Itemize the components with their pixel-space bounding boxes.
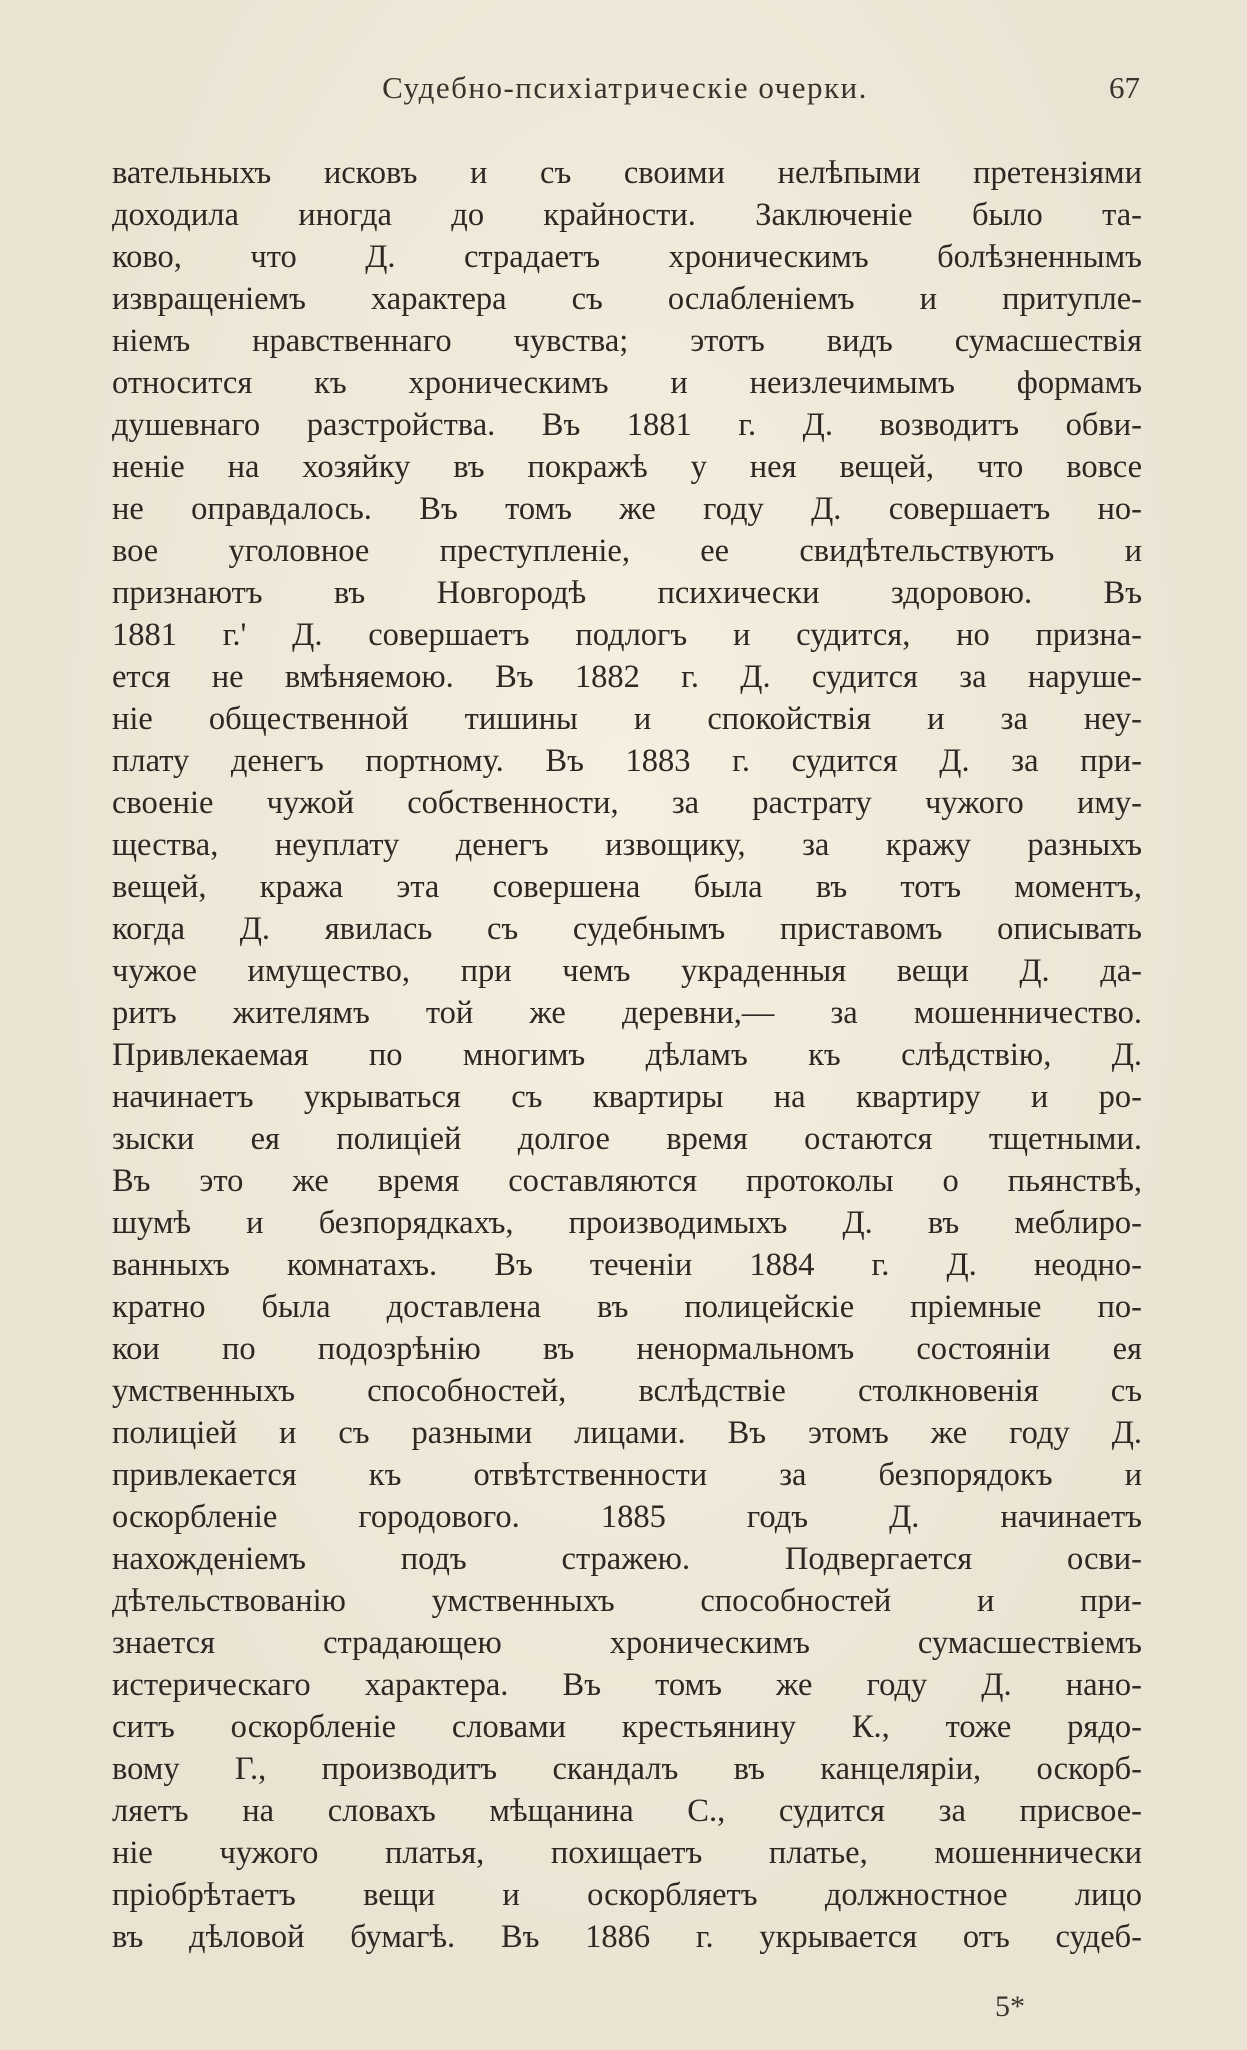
text-line: нахожденіемъ подъ стражею. Подвергается осви-: [112, 1541, 1142, 1577]
text-line: полиціей и съ разными лицами. Въ этомъ же году Д.: [112, 1415, 1142, 1451]
text-line: не оправдалось. Въ томъ же году Д. совершаетъ но-: [112, 491, 1142, 527]
text-line: вещей, кража эта совершена была въ тотъ моментъ,: [112, 869, 1142, 905]
text-line: привлекается къ отвѣтственности за безпорядокъ и: [112, 1457, 1142, 1493]
text-line: признаютъ въ Новгородѣ психически здоровою. Въ: [112, 575, 1142, 611]
text-line: доходила иногда до крайности. Заключеніе было та-: [112, 197, 1142, 233]
text-line: ніе общественной тишины и спокойствія и за неу-: [112, 701, 1142, 737]
text-line: относится къ хроническимъ и неизлечимымъ формамъ: [112, 365, 1142, 401]
text-line: оскорбленіе городового. 1885 годъ Д. начинаетъ: [112, 1499, 1142, 1535]
running-head: Судебно-психіатрическіе очерки.: [382, 70, 868, 105]
page-number: 67: [1109, 70, 1140, 105]
text-line: неніе на хозяйку въ покражѣ у нея вещей, что вовсе: [112, 449, 1142, 485]
body-text: [112, 152, 1142, 1958]
text-line: ніемъ нравственнаго чувства; этотъ видъ сумасшествія: [112, 323, 1142, 359]
page-header: [110, 70, 1140, 118]
text-line: ванныхъ комнатахъ. Въ теченіи 1884 г. Д. неодно-: [112, 1247, 1142, 1283]
text-line: Въ это же время составляются протоколы о пьянствѣ,: [112, 1163, 1142, 1199]
text-line: 1881 г.' Д. совершаетъ подлогъ и судится, но призна-: [112, 617, 1142, 653]
text-line: Привлекаемая по многимъ дѣламъ къ слѣдствію, Д.: [112, 1037, 1142, 1073]
text-line: извращеніемъ характера съ ослабленіемъ и притупле-: [112, 281, 1142, 317]
text-line: кои по подозрѣнію въ ненормальномъ состояніи ея: [112, 1331, 1142, 1367]
text-line: дѣтельствованію умственныхъ способностей и при-: [112, 1583, 1142, 1619]
text-line: вательныхъ исковъ и съ своими нелѣпыми претензіями: [112, 155, 1142, 191]
text-line: умственныхъ способностей, вслѣдствіе столкновенія съ: [112, 1373, 1142, 1409]
text-line: ется не вмѣняемою. Въ 1882 г. Д. судится за наруше-: [112, 659, 1142, 695]
text-line: вому Г., производитъ скандалъ въ канцеляріи, оскорб-: [112, 1751, 1142, 1787]
text-line: ково, что Д. страдаетъ хроническимъ болѣзненнымъ: [112, 239, 1142, 275]
signature-mark: 5*: [995, 1990, 1025, 2023]
text-line: ситъ оскорбленіе словами крестьянину К., тоже рядо-: [112, 1709, 1142, 1745]
text-line: зыски ея полиціей долгое время остаются тщетными.: [112, 1121, 1142, 1157]
text-line: душевнаго разстройства. Въ 1881 г. Д. возводитъ обви-: [112, 407, 1142, 443]
text-line: чужое имущество, при чемъ украденныя вещи Д. да-: [112, 953, 1142, 989]
text-line: когда Д. явилась съ судебнымъ приставомъ описывать: [112, 911, 1142, 947]
text-line: въ дѣловой бумагѣ. Въ 1886 г. укрывается отъ судеб-: [112, 1919, 1142, 1955]
text-line: кратно была доставлена въ полицейскіе пріемные по-: [112, 1289, 1142, 1325]
text-line: вое уголовное преступленіе, ее свидѣтельствуютъ и: [112, 533, 1142, 569]
text-line: ніе чужого платья, похищаетъ платье, мошеннически: [112, 1835, 1142, 1871]
text-line: шумѣ и безпорядкахъ, производимыхъ Д. въ меблиро-: [112, 1205, 1142, 1241]
text-line: ритъ жителямъ той же деревни,— за мошенничество.: [112, 995, 1142, 1031]
text-line: знается страдающею хроническимъ сумасшествіемъ: [112, 1625, 1142, 1661]
text-line: истерическаго характера. Въ томъ же году Д. нано-: [112, 1667, 1142, 1703]
text-line: щества, неуплату денегъ извощику, за кражу разныхъ: [112, 827, 1142, 863]
text-line: плату денегъ портному. Въ 1883 г. судится Д. за при-: [112, 743, 1142, 779]
text-line: ляетъ на словахъ мѣщанина С., судится за присвое-: [112, 1793, 1142, 1829]
text-line: начинаетъ укрываться съ квартиры на квартиру и ро-: [112, 1079, 1142, 1115]
text-line: пріобрѣтаетъ вещи и оскорбляетъ должностное лицо: [112, 1877, 1142, 1913]
text-line: своеніе чужой собственности, за растрату чужого иму-: [112, 785, 1142, 821]
